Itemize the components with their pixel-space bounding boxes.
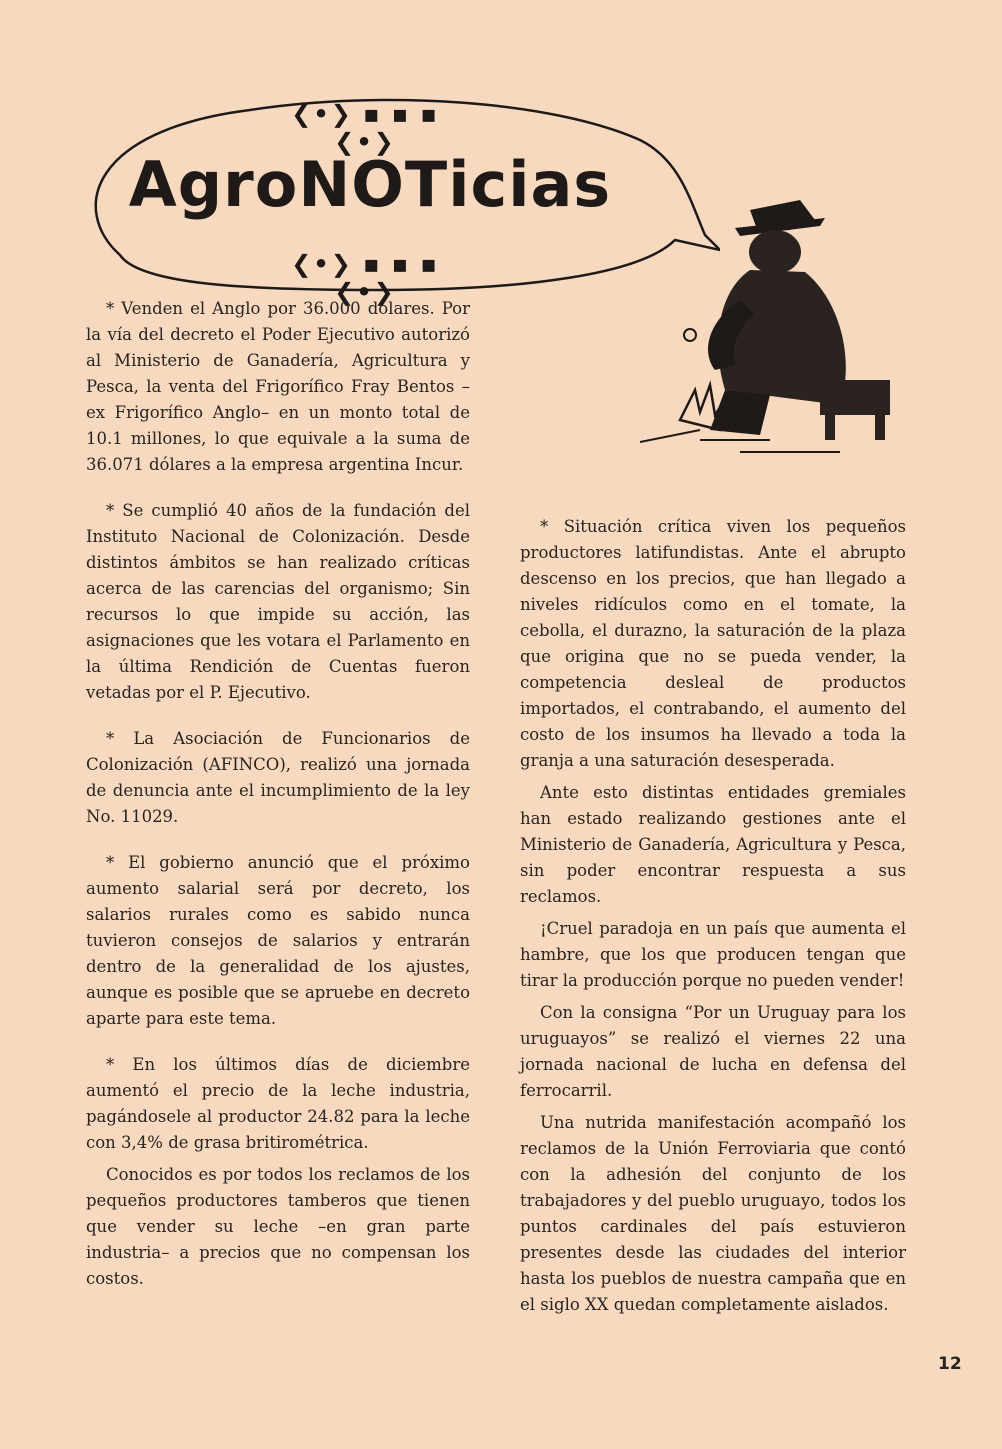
farmer-illustration	[640, 190, 920, 470]
news-item-ferrocarril: Con la consigna “Por un Uruguay para los uruguayos” se realizó el viernes 22 una jornada nacional de lucha en defensa del ferrocarril.	[520, 1003, 906, 1100]
news-item-paradoja: ¡Cruel paradoja en un país que aumenta el hambre, que los que producen tengan que tirar la producción porque no pueden vender!	[520, 919, 906, 990]
news-item-colonizacion: * Se cumplió 40 años de la fundación del Instituto Nacional de Colonización. Desde distintos ámbitos se han realizado críticas acerca de las carencias del organismo; Sin recursos lo que impide su acción, las asignaciones que les votara el Parlamento en la última Rendición de Cuentas fueron vetadas por el P. Ejecutivo.	[86, 501, 470, 702]
page-number: 12	[938, 1354, 962, 1374]
news-item-anglo: * Venden el Anglo por 36.000 dólares. Por la vía del decreto el Poder Ejecutivo autorizó al Ministerio de Ganadería, Agricultura y Pesca, la venta del Frigorífico Fray Bentos –ex Frigorífico Anglo– en un monto total de 10.1 millones, lo que equivale a la suma de 36.071 dólares a la empresa argentina Incur.	[86, 299, 470, 474]
news-item-gremiales: Ante esto distintas entidades gremiales han estado realizando gestiones ante el Ministerio de Ganadería, Agricultura y Pesca, sin poder encontrar respuesta a sus reclamos.	[520, 783, 906, 906]
masthead-header	[80, 90, 720, 305]
right-column	[520, 514, 906, 1324]
left-column	[86, 296, 470, 1312]
news-item-leche: * En los últimos días de diciembre aumentó el precio de la leche industria, pagándosele al productor 24.82 para la leche con 3,4% de grasa britirométrica.	[86, 1055, 470, 1152]
ornament-bottom: ❮•❯ ▪ ▪ ▪ ❮•❯	[291, 250, 439, 306]
news-item-leche-continued: Conocidos es por todos los reclamos de los pequeños productores tamberos que tienen que vender su leche –en gran parte industria– a precios que no compensan los costos.	[86, 1165, 470, 1288]
news-item-manifestacion: Una nutrida manifestación acompañó los reclamos de la Unión Ferroviaria que contó con la adhesión del conjunto de los trabajadores y del pueblo uruguayo, todos los puntos cardinales del país estuvieron presentes desde las ciudades del interior hasta los pueblos de nuestra campaña que en el siglo XX quedan completamente aislados.	[520, 1113, 906, 1314]
page-title: AgroNOTicias	[128, 148, 612, 221]
ornament-top: ❮•❯ ▪ ▪ ▪ ❮•❯	[291, 100, 439, 156]
news-item-salarios: * El gobierno anunció que el próximo aumento salarial será por decreto, los salarios rurales como es sabido nunca tuvieron consejos de salarios y entrarán dentro de la generalidad de los ajustes, aunque es posible que se apruebe en decreto aparte para este tema.	[86, 853, 470, 1028]
news-item-granja: * Situación crítica viven los pequeños productores latifundistas. Ante el abrupto descenso en los precios, que han llegado a niveles ridículos como en el tomate, la cebolla, el durazno, la saturación de la plaza que origina que no se pueda vender, la competencia desleal de productos importados, el contrabando, el aumento del costo de los insumos ha llevado a toda la granja a una saturación desesperada.	[520, 517, 906, 770]
news-item-afinco: * La Asociación de Funcionarios de Colonización (AFINCO), realizó una jornada de denuncia ante el incumplimiento de la ley No. 11029.	[86, 729, 470, 826]
